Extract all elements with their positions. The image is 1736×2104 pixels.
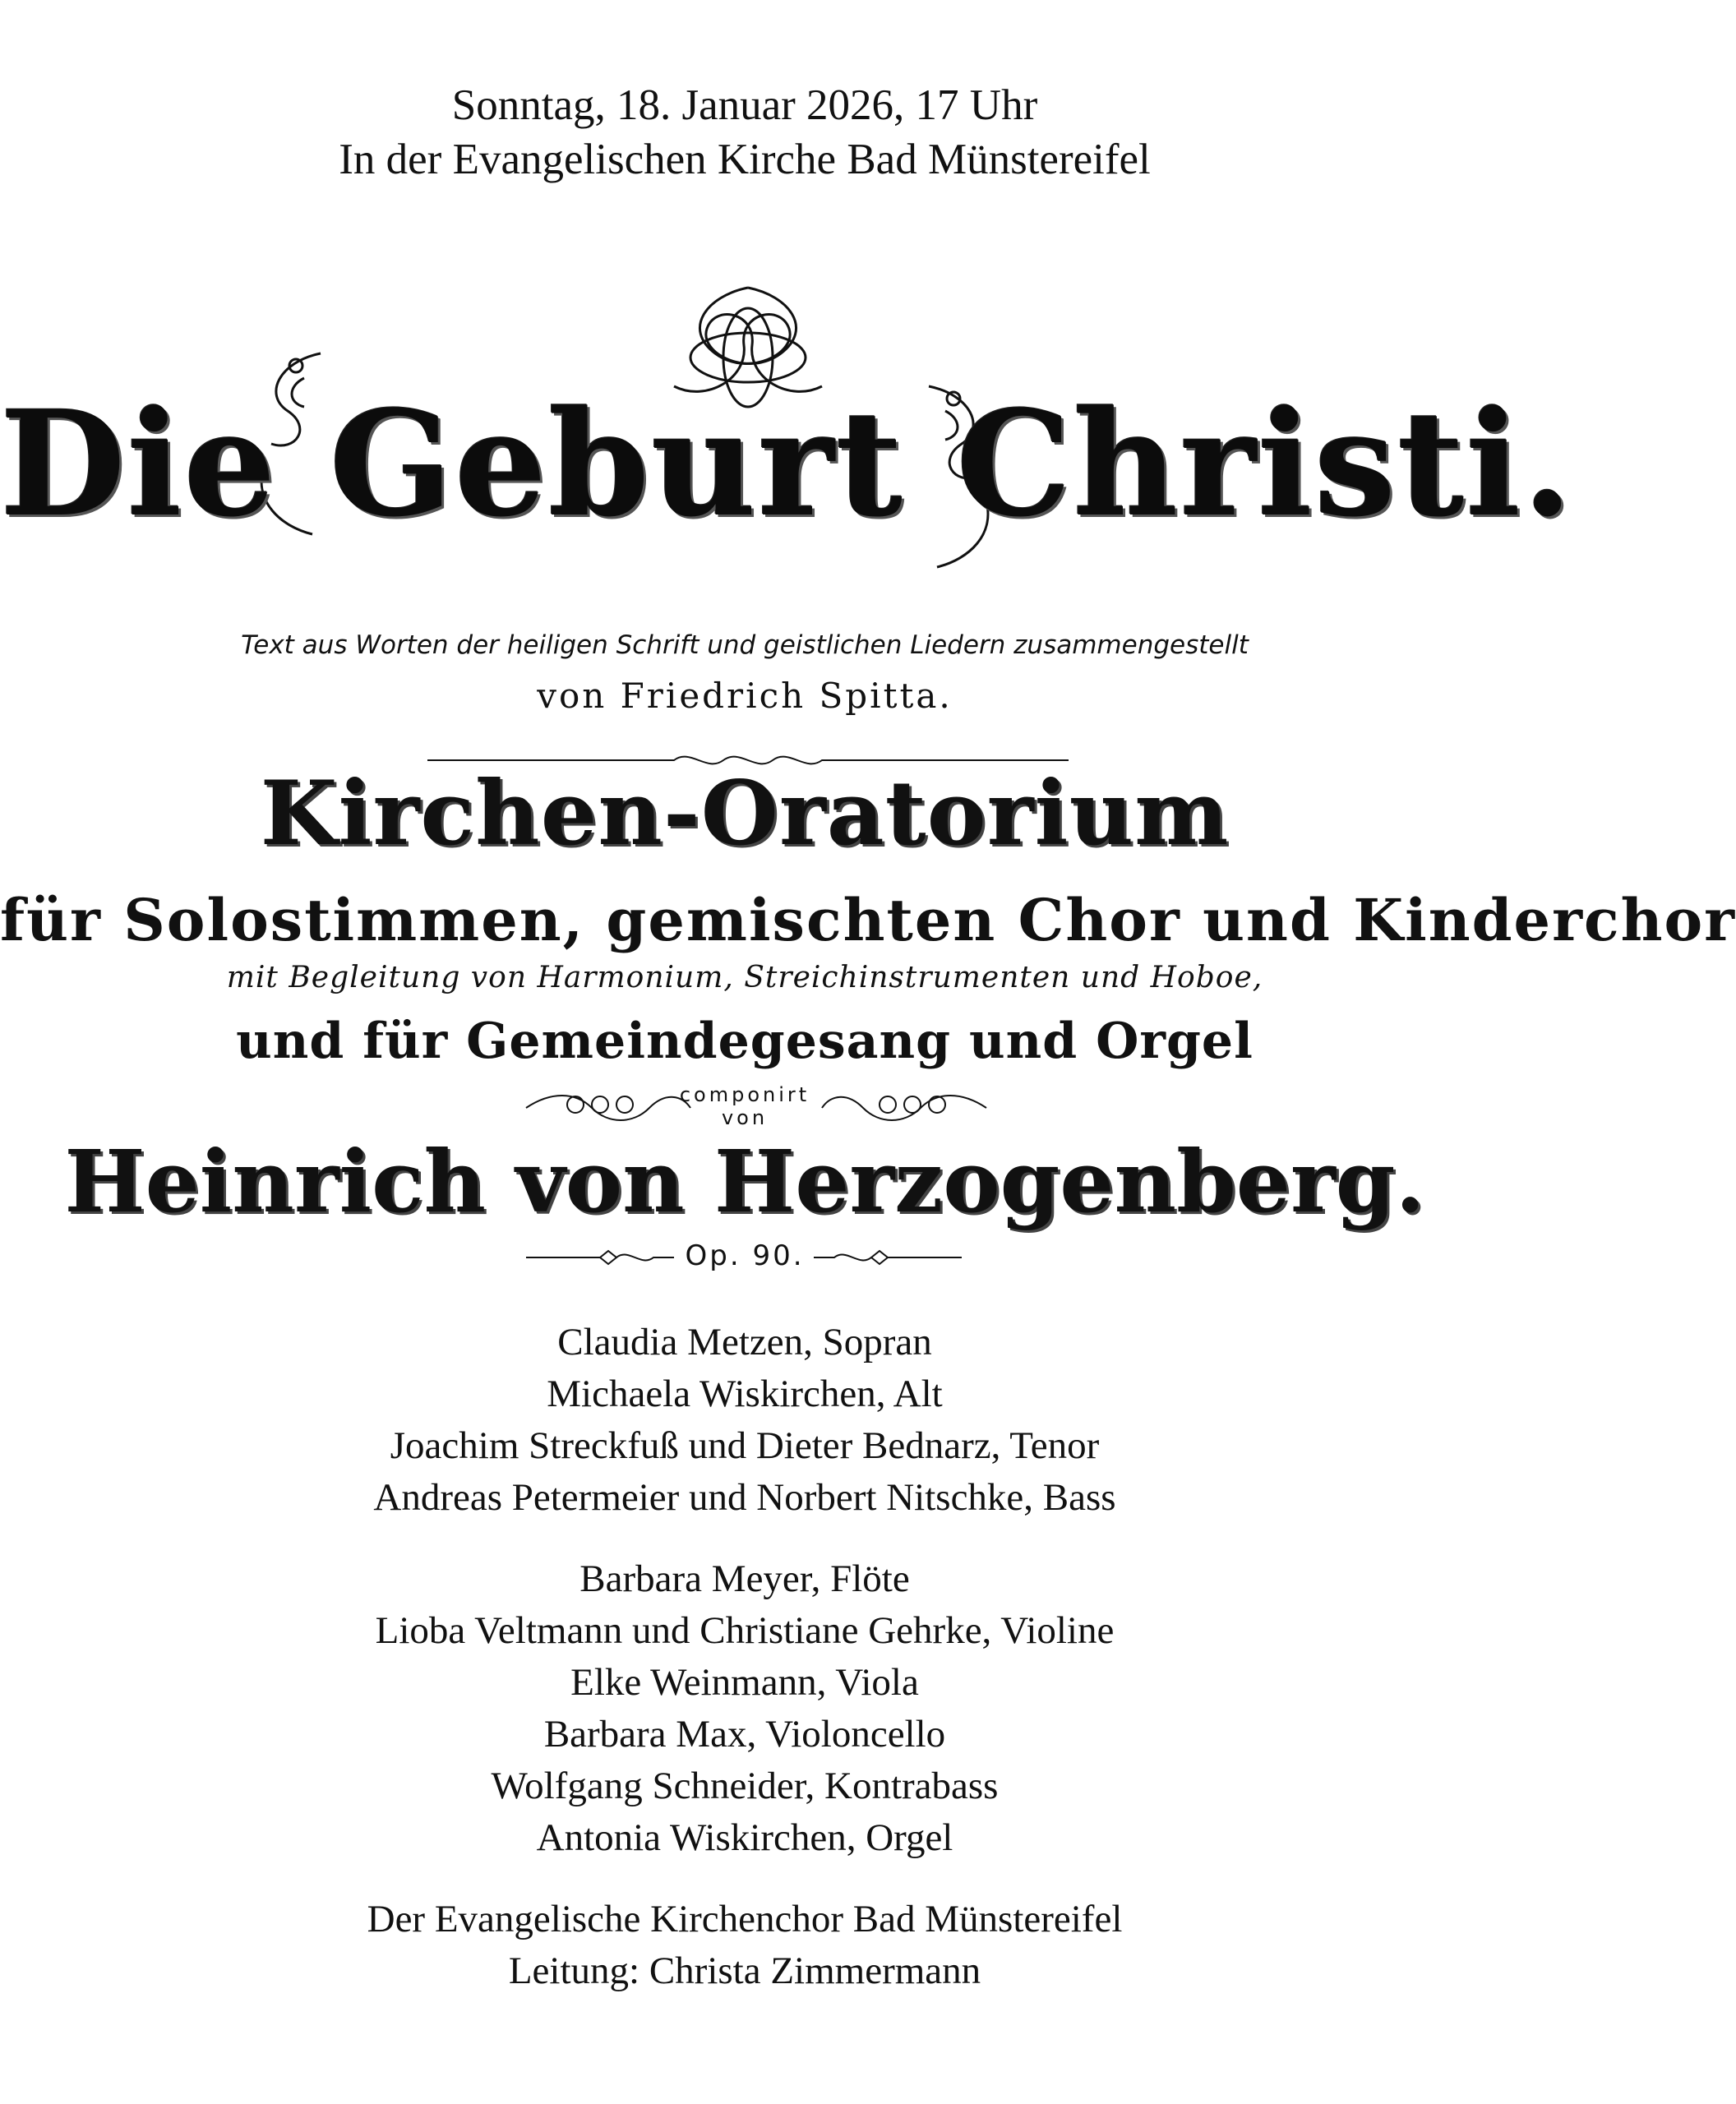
- singers-list: [0, 1317, 1489, 1524]
- list-item: Michaela Wiskirchen, Alt: [547, 1373, 943, 1415]
- instrumentalists-list: [0, 1553, 1489, 1864]
- list-item: Antonia Wiskirchen, Orgel: [536, 1816, 953, 1859]
- list-item: Barbara Meyer, Flöte: [579, 1557, 910, 1600]
- list-item: Wolfgang Schneider, Kontrabass: [491, 1765, 999, 1807]
- opus-number: Op. 90.: [685, 1239, 805, 1272]
- list-item: Lioba Veltmann und Christiane Gehrke, Violine: [375, 1609, 1115, 1652]
- choir-info: [0, 1894, 1489, 1997]
- genre-heading: Kirchen-Oratorium: [260, 762, 1230, 865]
- event-venue: In der Evangelischen Kirche Bad Münstereifel: [339, 136, 1151, 183]
- scoring-line: für Solostimmen, gemischten Chor und Kinderchor: [0, 886, 1736, 954]
- list-item: Joachim Streckfuß und Dieter Bednarz, Tenor: [390, 1424, 1100, 1467]
- congregation-line: und für Gemeindegesang und Orgel: [236, 1013, 1254, 1070]
- list-item: Andreas Petermeier und Norbert Nitschke, Bass: [373, 1476, 1116, 1519]
- choir-name: Der Evangelische Kirchenchor Bad Münstereifel: [367, 1898, 1123, 1940]
- list-item: Barbara Max, Violoncello: [543, 1713, 946, 1756]
- text-author: von Friedrich Spitta.: [537, 676, 953, 716]
- list-item: Claudia Metzen, Sopran: [557, 1321, 932, 1363]
- componirt-label: componirt: [679, 1083, 810, 1106]
- event-date: Sonntag, 18. Januar 2026, 17 Uhr: [451, 81, 1038, 129]
- list-item: Elke Weinmann, Viola: [570, 1661, 919, 1704]
- oratorio-title: Die Geburt Christi.: [0, 379, 1575, 549]
- von-label: von: [721, 1106, 769, 1129]
- accompaniment-line: mit Begleitung von Harmonium, Streichinstrumenten und Hoboe,: [226, 961, 1263, 994]
- composer-name: Heinrich von Herzogenberg.: [64, 1131, 1425, 1232]
- text-credit: Text aus Worten der heiligen Schrift und geistlichen Liedern zusammengestellt: [241, 630, 1249, 660]
- choir-director: Leitung: Christa Zimmermann: [508, 1949, 981, 1992]
